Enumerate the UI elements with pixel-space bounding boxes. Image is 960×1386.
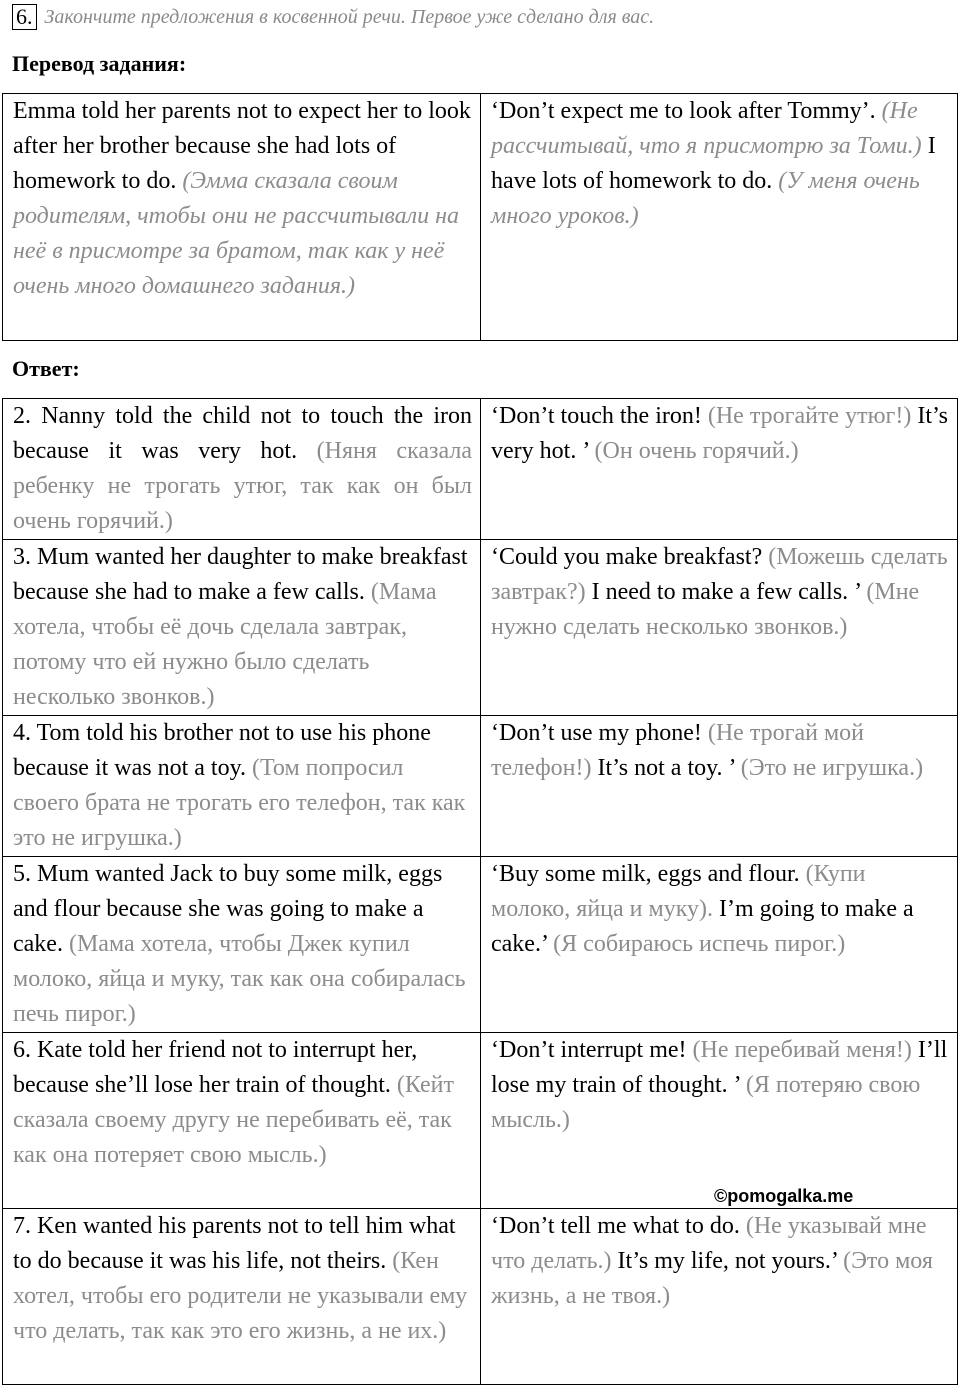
row-4-right-en1: ‘Don’t use my phone! [491,720,702,746]
row-7-right-ru1: (Не указывай мне что делать.) [491,1213,927,1274]
task-header [12,4,654,34]
example-right-cell [481,94,958,341]
row-7-right-ru2: (Это моя жизнь, а не твоя.) [491,1248,933,1309]
row-4-right-en2: It’s not a toy. ’ [597,755,735,781]
example-left-cell [3,94,481,341]
table-row [3,716,958,857]
row-3-right-ru2: (Мне нужно сделать несколько звонков.) [491,579,920,640]
row-3-right [481,540,958,716]
example-right-ru2: (У меня очень много уроков.) [491,168,920,229]
row-5-left [3,857,481,1033]
row-6-right [481,1033,958,1209]
table-row [3,857,958,1033]
answer-heading: Ответ: [12,356,80,381]
row-3-left-en: 3. Mum wanted her daughter to make breakfast because she had to make a few calls. [13,544,468,605]
table-row [3,1209,958,1385]
example-right-ru1: (Не рассчитывай, что я присмотрю за Томи.) [491,98,922,159]
row-4-left-ru: (Том попросил своего брата не трогать его телефон, так как это не игрушка.) [13,755,466,851]
row-5-left-ru: (Мама хотела, чтобы Джек купил молоко, яйца и муку, так как она собиралась печь пирог.) [13,931,466,1027]
row-2-right [481,399,958,540]
row-4-right [481,716,958,857]
translation-heading: Перевод задания: [12,51,187,76]
row-3-right-en1: ‘Could you make breakfast? [491,544,763,570]
row-3-left-ru: (Мама хотела, чтобы её дочь сделала завтрак, потому что ей нужно было сделать несколько звонков.) [13,579,437,710]
row-5-right-en2: I’m going to make a cake.’ [491,896,914,957]
example-left-en: Emma told her parents not to expect her to look after her brother because she had lots of homework to do. [13,98,471,194]
row-2-right-en2: It’s very hot. ’ [491,403,948,464]
row-2-left-en: 2. Nanny told the child not to touch the iron because it was very hot. [13,403,472,464]
task-instruction: Закончите предложения в косвенной речи. Первое уже сделано для вас. [44,5,655,28]
row-7-right-en1: ‘Don’t tell me what to do. [491,1213,740,1239]
example-row [3,94,958,341]
example-table [2,93,958,341]
table-row [3,540,958,716]
row-6-left-ru: (Кейт сказала своему другу не перебивать её, так как она потеряет свою мысль.) [13,1072,454,1168]
row-2-left-ru: (Няня сказала ребенку не трогать утюг, так как он был очень горячий.) [13,438,473,534]
row-5-right-en1: ‘Buy some milk, eggs and flour. [491,861,800,887]
task-number: 6. [12,4,37,30]
example-right-en1: ‘Don’t expect me to look after Tommy’. [491,98,876,124]
row-6-right-en1: ‘Don’t interrupt me! [491,1037,687,1063]
row-2-right-ru2: (Он очень горячий.) [594,438,799,464]
row-7-right [481,1209,958,1385]
row-7-left [3,1209,481,1385]
answer-table [2,398,958,1385]
row-5-right-ru1: (Купи молоко, яйца и муку). [491,861,866,922]
row-2-left [3,399,481,540]
row-4-right-ru1: (Не трогай мой телефон!) [491,720,864,781]
row-4-right-ru2: (Это не игрушка.) [740,755,924,781]
table-row [3,399,958,540]
row-5-right-ru2: (Я собираюсь испечь пирог.) [553,931,846,957]
row-6-right-ru1: (Не перебивай меня!) [692,1037,912,1063]
row-7-left-ru: (Кен хотел, чтобы его родители не указывали ему что делать, так как это его жизнь, а не их.) [13,1248,468,1344]
row-7-left-en: 7. Ken wanted his parents not to tell him what to do because it was his life, not theirs. [13,1213,456,1274]
row-6-right-en2: I’ll lose my train of thought. ’ [491,1037,948,1098]
row-2-right-ru1: (Не трогайте утюг!) [707,403,912,429]
example-right-en2: I have lots of homework to do. [491,133,936,194]
row-3-left [3,540,481,716]
row-5-left-en: 5. Mum wanted Jack to buy some milk, eggs and flour because she was going to make a cake. [13,861,443,957]
example-left-ru: (Эмма сказала своим родителям, чтобы они не рассчитывали на неё в присмотре за братом, так как у неё очень много домашнего задания.) [13,168,460,299]
table-row [3,1033,958,1209]
row-7-right-en2: It’s my life, not yours.’ [617,1248,838,1274]
row-5-right [481,857,958,1033]
watermark: ©pomogalka.me [714,1186,854,1206]
row-4-left [3,716,481,857]
row-2-right-en1: ‘Don’t touch the iron! [491,403,702,429]
row-3-right-ru1: (Можешь сделать завтрак?) [491,544,948,605]
row-4-left-en: 4. Tom told his brother not to use his phone because it was not a toy. [13,720,431,781]
row-6-right-ru2: (Я потеряю свою мысль.) [491,1072,921,1133]
row-6-left [3,1033,481,1209]
row-3-right-en2: I need to make a few calls. ’ [591,579,861,605]
row-6-left-en: 6. Kate told her friend not to interrupt her, because she’ll lose her train of thought. [13,1037,418,1098]
